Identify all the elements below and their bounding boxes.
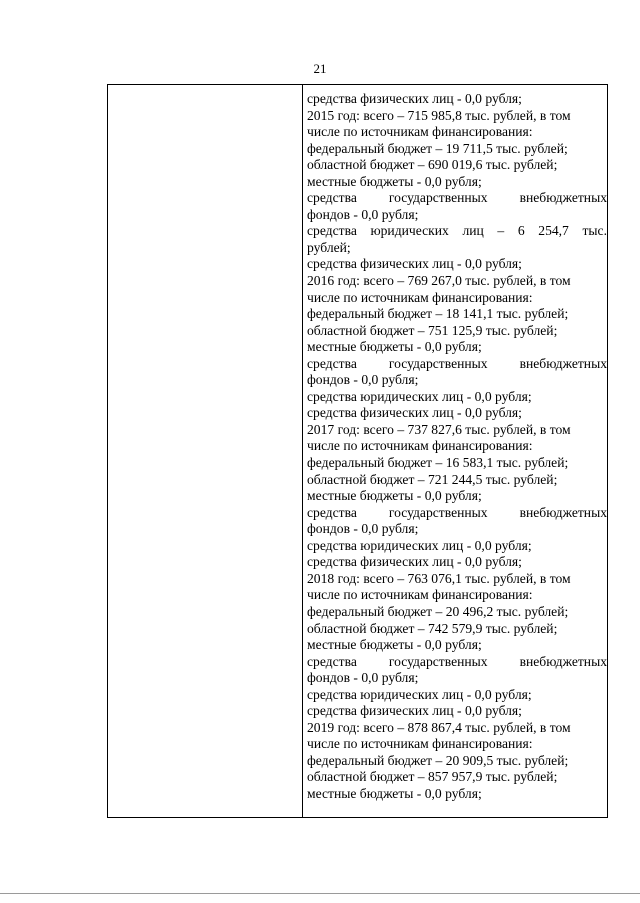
text-line	[307, 505, 607, 522]
text-line: областной бюджет – 751 125,9 тыс. рублей;	[307, 322, 558, 338]
text-line: местные бюджеты - 0,0 рубля;	[307, 173, 482, 189]
text-word: юридических	[370, 223, 449, 239]
text-line: федеральный бюджет – 18 141,1 тыс. рублей;	[307, 306, 569, 322]
text-line: числе по источникам финансирования:	[307, 736, 533, 752]
text-word: внебюджетных	[519, 190, 607, 206]
text-line: 2017 год: всего – 737 827,6 тыс. рублей, в том	[307, 421, 571, 437]
text-line	[307, 190, 607, 207]
text-line: средства юридических лиц - 0,0 рубля;	[307, 686, 532, 702]
text-word: внебюджетных	[519, 355, 607, 371]
text-line: федеральный бюджет – 20 909,5 тыс. рублей;	[307, 752, 569, 768]
text-line: местные бюджеты - 0,0 рубля;	[307, 785, 482, 801]
text-line: числе по источникам финансирования:	[307, 124, 533, 140]
text-word: –	[497, 223, 505, 239]
page-number: 21	[313, 61, 327, 76]
text-line: средства физических лиц - 0,0 рубля;	[307, 703, 522, 719]
text-word: тыс.	[582, 223, 607, 239]
text-word: внебюджетных	[519, 653, 607, 669]
text-line	[307, 356, 607, 373]
text-word: внебюджетных	[519, 504, 607, 520]
text-line: средства физических лиц - 0,0 рубля;	[307, 554, 522, 570]
text-line: федеральный бюджет – 19 711,5 тыс. рублей;	[307, 140, 568, 156]
text-line: средства физических лиц - 0,0 рубля;	[307, 405, 522, 421]
funding-table	[107, 84, 608, 818]
text-line: фондов - 0,0 рубля;	[307, 372, 419, 388]
text-line: 2019 год: всего – 878 867,4 тыс. рублей, в том	[307, 719, 571, 735]
text-word: средства	[307, 355, 357, 371]
text-line: областной бюджет – 721 244,5 тыс. рублей;	[307, 471, 558, 487]
text-line: 2015 год: всего – 715 985,8 тыс. рублей, в том	[307, 107, 571, 123]
text-line: федеральный бюджет – 16 583,1 тыс. рублей;	[307, 455, 569, 471]
text-line: фондов - 0,0 рубля;	[307, 521, 419, 537]
text-line: средства физических лиц - 0,0 рубля;	[307, 91, 522, 106]
text-line: областной бюджет – 742 579,9 тыс. рублей;	[307, 620, 558, 636]
text-line	[307, 654, 607, 671]
text-line: фондов - 0,0 рубля;	[307, 670, 419, 686]
text-line: средства юридических лиц - 0,0 рубля;	[307, 388, 532, 404]
text-word: средства	[307, 223, 357, 239]
text-line: областной бюджет – 690 019,6 тыс. рублей;	[307, 157, 558, 173]
text-word: средства	[307, 190, 357, 206]
text-line: числе по источникам финансирования:	[307, 438, 533, 454]
text-line: числе по источникам финансирования:	[307, 587, 533, 603]
text-line: 2016 год: всего – 769 267,0 тыс. рублей, в том	[307, 273, 571, 289]
text-word: средства	[307, 653, 357, 669]
page-bottom-divider	[0, 893, 640, 894]
text-line: средства юридических лиц - 0,0 рубля;	[307, 537, 532, 553]
text-line: рублей;	[307, 239, 351, 255]
text-line: областной бюджет – 857 957,9 тыс. рублей;	[307, 769, 558, 785]
text-line: местные бюджеты - 0,0 рубля;	[307, 637, 482, 653]
text-word: 6	[517, 223, 525, 239]
text-line: местные бюджеты - 0,0 рубля;	[307, 488, 482, 504]
text-word: лиц	[462, 223, 484, 239]
text-line: числе по источникам финансирования:	[307, 289, 533, 305]
text-line	[307, 223, 607, 240]
text-word: государственных	[388, 504, 488, 520]
text-line: 2018 год: всего – 763 076,1 тыс. рублей, в том	[307, 570, 571, 586]
text-word: средства	[307, 504, 357, 520]
text-word: государственных	[388, 355, 488, 371]
table-right-cell	[304, 85, 607, 817]
text-line: фондов - 0,0 рубля;	[307, 206, 419, 222]
text-word: государственных	[388, 190, 488, 206]
table-left-cell	[108, 85, 303, 817]
text-line: местные бюджеты - 0,0 рубля;	[307, 339, 482, 355]
text-line: федеральный бюджет – 20 496,2 тыс. рублей;	[307, 603, 569, 619]
text-line: средства физических лиц - 0,0 рубля;	[307, 256, 522, 272]
text-word: государственных	[388, 653, 488, 669]
text-word: 254,7	[538, 223, 569, 239]
